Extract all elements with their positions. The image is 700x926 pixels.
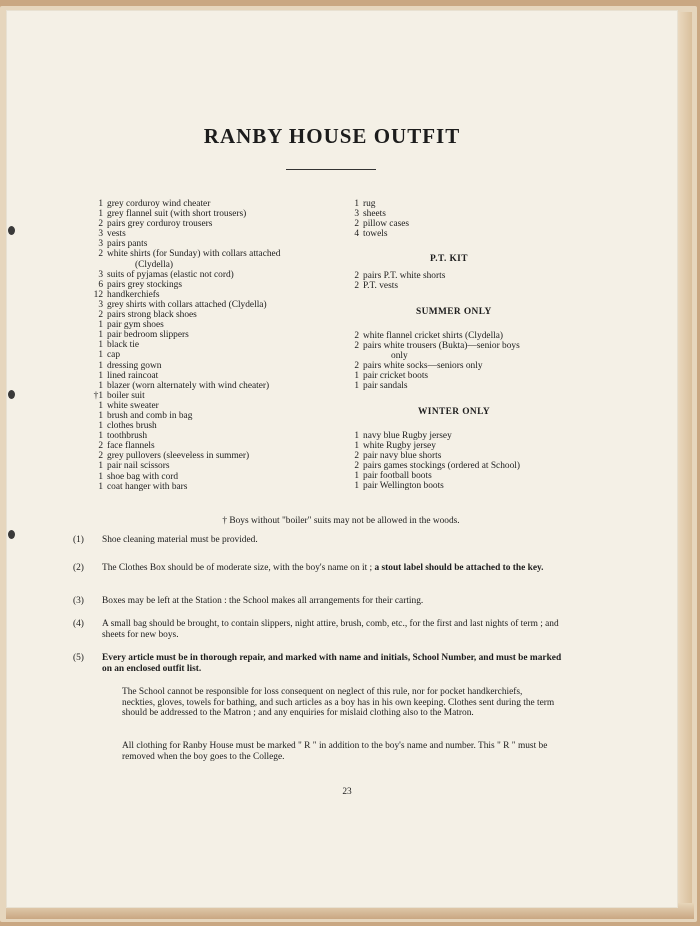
- list-item: [348, 471, 568, 481]
- item-quantity: 1: [98, 410, 103, 421]
- list-item: [92, 350, 342, 360]
- item-quantity: 1: [98, 421, 103, 432]
- outfit-list-bedding: [348, 199, 568, 239]
- item-description: toothbrush: [107, 431, 148, 442]
- item-quantity: 3: [98, 299, 103, 310]
- list-item: [92, 441, 342, 451]
- binding-hole-icon: [8, 530, 15, 539]
- item-quantity: †1: [93, 390, 103, 401]
- list-item: [92, 290, 342, 300]
- list-item: [348, 451, 568, 461]
- item-quantity: 2: [98, 249, 103, 260]
- list-item: [348, 341, 568, 351]
- item-quantity: 1: [354, 431, 359, 441]
- item-quantity: 1: [98, 370, 103, 381]
- list-item: [92, 300, 342, 310]
- responsibility-paragraph: The School cannot be responsible for loss consequent on neglect of this rule, nor for pocket handkerchiefs, neckties, gloves, towels for bathing, and such articles as a boy has in his own keeping. Clothes sent during the term should be addressed to the Matron ; and any enquiries for mislaid clothing also to the Matron.: [122, 687, 555, 719]
- rule-5: (5) Every article must be in thorough repair, and marked with name and initials, School Number, and must be marked on an enclosed outfit list.: [73, 653, 562, 674]
- item-quantity: 2: [354, 219, 359, 230]
- item-description: (Clydella): [135, 259, 174, 270]
- item-description: pairs grey corduroy trousers: [107, 219, 213, 230]
- item-description: pillow cases: [363, 219, 410, 230]
- list-item: [92, 199, 342, 209]
- item-description: rug: [363, 199, 376, 209]
- list-item: [92, 340, 342, 350]
- binding-hole-icon: [8, 390, 15, 399]
- item-quantity: 1: [354, 381, 359, 392]
- item-description: grey flannel suit (with short trousers): [107, 209, 247, 220]
- item-description: handkerchiefs: [107, 289, 160, 300]
- rule-1: (1) Shoe cleaning material must be provided.: [73, 535, 258, 545]
- item-quantity: 1: [98, 330, 103, 341]
- item-description: grey corduroy wind cheater: [107, 199, 211, 209]
- item-description: vests: [107, 229, 126, 240]
- list-item: [348, 331, 568, 341]
- item-quantity: 2: [354, 281, 359, 292]
- item-quantity: 12: [93, 289, 103, 300]
- rule-4: (4) A small bag should be brought, to contain slippers, night attire, brush, comb, etc., for the first and last nights of term ; and sheets for new boys.: [73, 619, 559, 640]
- list-item: [92, 361, 342, 371]
- item-quantity: 1: [98, 380, 103, 391]
- list-item: [348, 271, 568, 281]
- item-description: white shirts (for Sunday) with collars attached: [107, 249, 281, 260]
- list-item: [92, 320, 342, 330]
- title-rule: [286, 169, 376, 170]
- winter-heading: WINTER ONLY: [418, 407, 491, 417]
- item-quantity: 1: [354, 371, 359, 382]
- list-item: [348, 481, 568, 491]
- item-quantity: [92, 260, 103, 270]
- list-item: [92, 239, 342, 249]
- item-description: pairs strong black shoes: [107, 310, 197, 321]
- list-item: [348, 229, 568, 239]
- list-item: [348, 361, 568, 371]
- item-description: white Rugby jersey: [363, 441, 436, 452]
- item-description: white sweater: [107, 400, 159, 411]
- list-item: [92, 260, 342, 270]
- item-quantity: 2: [354, 461, 359, 472]
- item-quantity: 6: [98, 279, 103, 290]
- item-description: cap: [107, 350, 121, 361]
- item-description: coat hanger with bars: [107, 481, 188, 492]
- page-number: 23: [342, 787, 352, 797]
- item-description: pairs grey stockings: [107, 279, 182, 290]
- list-item: [92, 391, 342, 401]
- item-description: lined raincoat: [107, 370, 159, 381]
- item-quantity: 3: [98, 269, 103, 280]
- list-item: [92, 421, 342, 431]
- list-item: [92, 401, 342, 411]
- summer-heading: SUMMER ONLY: [416, 307, 492, 317]
- rule-3: (3) Boxes may be left at the Station : the School makes all arrangements for their carting.: [73, 596, 424, 606]
- item-description: pairs games stockings (ordered at School): [363, 461, 520, 472]
- item-description: pair navy blue shorts: [363, 451, 442, 462]
- item-description: towels: [363, 229, 388, 240]
- list-item: [348, 371, 568, 381]
- item-description: brush and comb in bag: [107, 410, 193, 421]
- item-quantity: 2: [98, 451, 103, 462]
- item-quantity: 2: [354, 341, 359, 352]
- list-item: [92, 431, 342, 441]
- list-item: [92, 330, 342, 340]
- summer-list: [348, 331, 568, 392]
- item-description: pair nail scissors: [107, 461, 170, 472]
- boiler-suit-footnote: † Boys without "boiler" suits may not be allowed in the woods.: [222, 516, 460, 526]
- list-item: [92, 270, 342, 280]
- list-item: [348, 461, 568, 471]
- list-item: [92, 280, 342, 290]
- list-item: [348, 219, 568, 229]
- item-quantity: 2: [98, 441, 103, 452]
- item-quantity: 1: [98, 431, 103, 442]
- item-description: clothes brush: [107, 421, 157, 432]
- item-description: blazer (worn alternately with wind cheater): [107, 380, 270, 391]
- item-quantity: 1: [354, 481, 359, 492]
- document-page: [6, 10, 678, 908]
- item-description: only: [391, 351, 408, 362]
- item-quantity: 1: [354, 471, 359, 482]
- item-quantity: 3: [98, 239, 103, 250]
- list-item: [92, 381, 342, 391]
- item-quantity: 3: [354, 209, 359, 220]
- marking-paragraph: All clothing for Ranby House must be marked " R " in addition to the boy's name and number. This " R " must be removed when the boy goes to the College.: [122, 741, 548, 762]
- item-description: grey pullovers (sleeveless in summer): [107, 451, 250, 462]
- pt-kit-heading: P.T. KIT: [430, 254, 468, 264]
- item-quantity: 2: [98, 219, 103, 230]
- item-description: P.T. vests: [363, 281, 398, 292]
- binding-hole-icon: [8, 226, 15, 235]
- item-quantity: 4: [354, 229, 359, 240]
- item-quantity: 1: [98, 320, 103, 331]
- item-description: navy blue Rugby jersey: [363, 431, 452, 441]
- list-item: [348, 209, 568, 219]
- list-item: [92, 249, 342, 259]
- winter-list: [348, 431, 568, 492]
- item-description: pairs white trousers (Bukta)—senior boys: [363, 341, 520, 352]
- item-description: pair football boots: [363, 471, 432, 482]
- item-quantity: 1: [98, 350, 103, 361]
- item-description: face flannels: [107, 441, 155, 452]
- rule-2: (2) The Clothes Box should be of moderate size, with the boy's name on it ; a stout label should be attached to the key.: [73, 563, 544, 573]
- list-item: [348, 199, 568, 209]
- item-description: pair cricket boots: [363, 371, 429, 382]
- item-description: suits of pyjamas (elastic not cord): [107, 269, 234, 280]
- list-item: [92, 482, 342, 492]
- list-item: [92, 310, 342, 320]
- item-quantity: 2: [354, 331, 359, 341]
- item-quantity: 1: [98, 209, 103, 220]
- item-description: black tie: [107, 340, 140, 351]
- list-item: [348, 281, 568, 291]
- item-quantity: 2: [354, 451, 359, 462]
- list-item: [92, 411, 342, 421]
- item-quantity: 3: [98, 229, 103, 240]
- list-item: [348, 351, 568, 361]
- item-quantity: 1: [98, 199, 103, 209]
- item-description: pair Wellington boots: [363, 481, 444, 492]
- item-description: boiler suit: [107, 390, 145, 401]
- item-description: pair bedroom slippers: [107, 330, 189, 341]
- item-quantity: 2: [354, 271, 359, 281]
- item-quantity: 1: [98, 400, 103, 411]
- item-description: sheets: [363, 209, 386, 220]
- list-item: [348, 431, 568, 441]
- list-item: [92, 209, 342, 219]
- item-description: pair sandals: [363, 381, 408, 392]
- list-item: [92, 371, 342, 381]
- list-item: [92, 219, 342, 229]
- item-description: pairs P.T. white shorts: [363, 271, 446, 281]
- item-description: pairs pants: [107, 239, 148, 250]
- item-quantity: [348, 351, 359, 361]
- page-edge-right: [678, 12, 692, 908]
- item-description: grey shirts with collars attached (Clydella): [107, 299, 267, 310]
- list-item: [92, 451, 342, 461]
- item-quantity: 1: [98, 360, 103, 371]
- item-quantity: 2: [354, 361, 359, 372]
- item-description: shoe bag with cord: [107, 471, 179, 482]
- item-quantity: 1: [98, 340, 103, 351]
- item-description: pairs white socks—seniors only: [363, 361, 483, 372]
- item-description: white flannel cricket shirts (Clydella): [363, 331, 504, 341]
- item-quantity: 1: [354, 199, 359, 209]
- item-quantity: 1: [98, 471, 103, 482]
- list-item: [348, 381, 568, 391]
- outfit-list-main: [92, 199, 342, 492]
- item-description: dressing gown: [107, 360, 162, 371]
- list-item: [348, 441, 568, 451]
- item-quantity: 1: [98, 481, 103, 492]
- item-description: pair gym shoes: [107, 320, 164, 331]
- item-quantity: 1: [98, 461, 103, 472]
- list-item: [92, 461, 342, 471]
- item-quantity: 2: [98, 310, 103, 321]
- pt-kit-list: [348, 271, 568, 291]
- item-quantity: 1: [354, 441, 359, 452]
- list-item: [92, 229, 342, 239]
- list-item: [92, 472, 342, 482]
- page-title: RANBY HOUSE OUTFIT: [203, 124, 461, 148]
